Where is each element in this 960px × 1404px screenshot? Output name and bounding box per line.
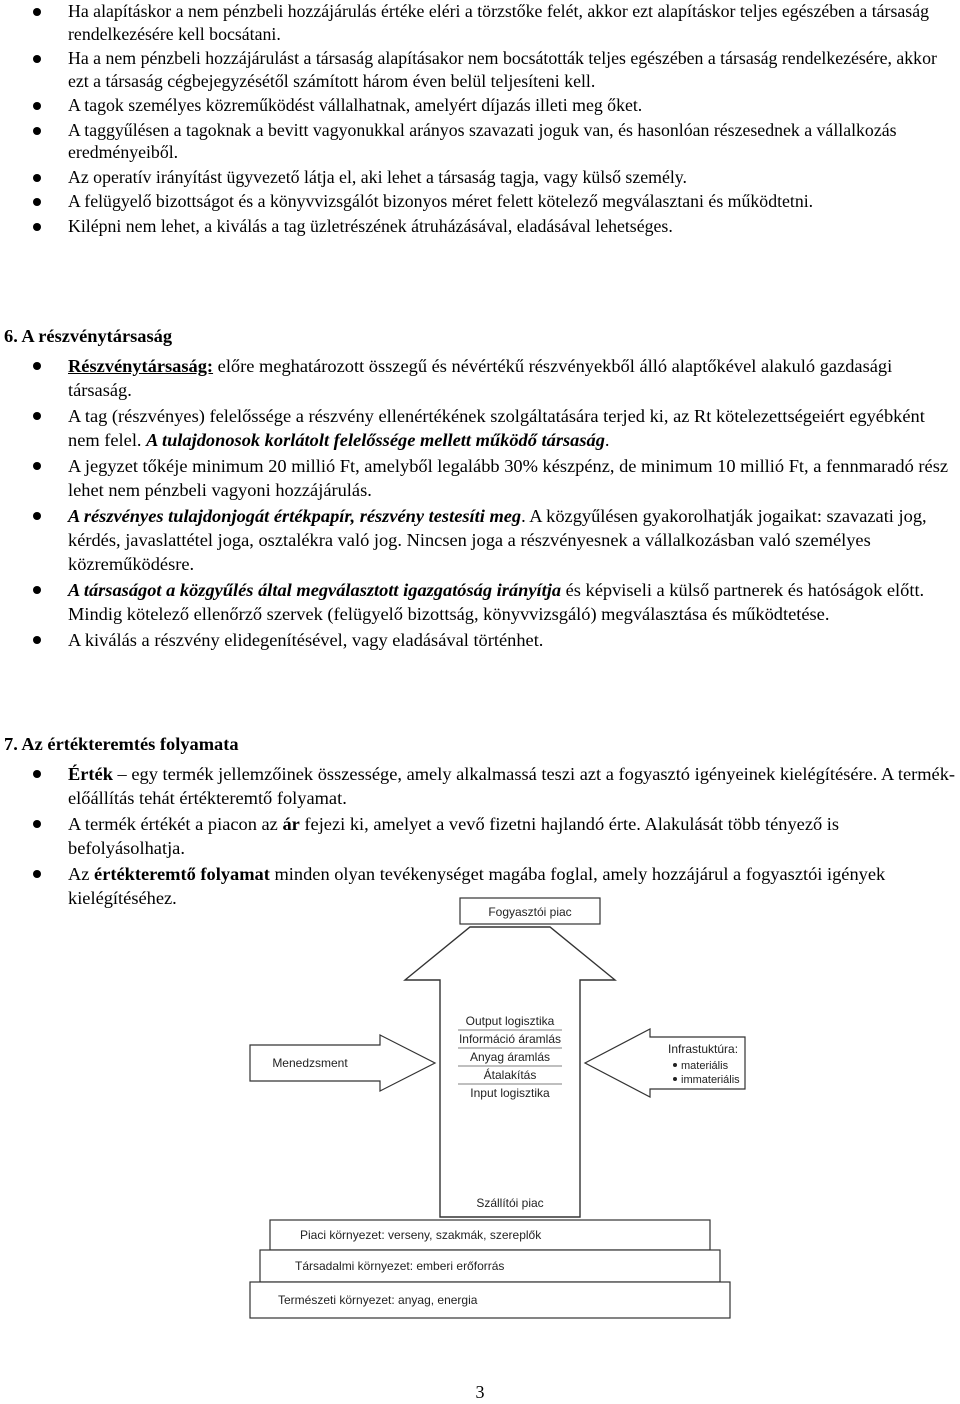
bullet-icon <box>33 102 41 110</box>
list-item: A taggyűlésen a tagoknak a bevitt vagyonukkal arányos szavazati joguk van, és hasonlóan részesednek a vállalkozás eredményeiből. <box>0 119 960 164</box>
process-row: Anyag áramlás <box>469 1050 551 1064</box>
list-item: Az operatív irányítást ügyvezető látja el, aki lehet a társaság tagja, vagy külső személy. <box>0 166 960 189</box>
bullet-icon <box>33 127 41 135</box>
bullet-icon <box>33 462 41 470</box>
bullet-icon <box>33 820 41 828</box>
infrastructure-item: materiális <box>681 1060 729 1072</box>
bullet-list <box>0 762 960 910</box>
term: Részvénytársaság: <box>68 356 214 376</box>
section-reszvenytarsasag <box>0 310 960 654</box>
bullet-icon <box>33 636 41 644</box>
emphasis: A részvényes tulajdonjogát értékpapír, részvény testesíti meg <box>68 506 522 526</box>
bullet-icon <box>33 412 41 420</box>
section-ertekteremtes <box>0 718 960 912</box>
list-item: Ha a nem pénzbeli hozzájárulást a társaság alapításakor nem bocsátották teljes egészében a társaság rendelkezésére, akkor ezt a társaság cégbejegyzésétől számított három éven belül teljesíteni kell. <box>0 47 960 92</box>
list-item: A felügyelő bizottságot és a könyvvizsgálót bizonyos méret felett kötelező megválasztani és működtetni. <box>0 190 960 213</box>
section-kft-list <box>0 0 960 239</box>
infrastructure-title: Infrastuktúra: <box>668 1042 739 1056</box>
list-item: Érték – egy termék jellemzőinek összessége, amely alkalmassá teszi azt a fogyasztó igényeinek kielégítésére. A termék-előállítás tehát értékteremtő folyamat. <box>0 762 960 810</box>
section-heading: 6. A részvénytársaság <box>4 326 173 346</box>
bullet-icon <box>33 55 41 63</box>
bullet-icon <box>33 174 41 182</box>
emphasis: A tulajdonosok korlátolt felelőssége mellett működő társaság <box>146 430 605 450</box>
term: Érték <box>68 764 113 784</box>
supplier-market-label: Szállítói piac <box>476 1196 544 1210</box>
list-item: A tag (részvényes) felelőssége a részvény ellenértékének szolgáltatására terjed ki, az Rt kötelezettségeiért egyébként nem felel. A tulajdonosok korlátolt felelőssége mellett működő társaság. <box>0 404 960 452</box>
management-label: Menedzsment <box>272 1056 348 1070</box>
process-row: Output logisztika <box>465 1014 555 1028</box>
bullet-list <box>0 0 960 237</box>
bullet-icon <box>33 198 41 206</box>
term: értékteremtő folyamat <box>94 864 270 884</box>
process-row: Átalakítás <box>483 1068 537 1082</box>
process-row: Input logisztika <box>470 1086 550 1100</box>
list-item: Ha alapításkor a nem pénzbeli hozzájárulás értéke eléri a törzstőke felét, akkor ezt alapításkor teljes egészében a társaság rendelkezésére kell bocsátani. <box>0 0 960 45</box>
list-item: Kilépni nem lehet, a kiválás a tag üzletrészének átruházásával, eladásával lehetséges. <box>0 215 960 238</box>
bullet-icon <box>33 586 41 594</box>
bullet-icon <box>673 1063 677 1067</box>
infrastructure-item: immateriális <box>681 1074 740 1086</box>
list-item: A tagok személyes közreműködést vállalhatnak, amelyért díjazás illeti meg őket. <box>0 94 960 117</box>
bullet-icon <box>33 8 41 16</box>
consumer-market-label: Fogyasztói piac <box>488 905 572 919</box>
page-number: 3 <box>475 1382 485 1402</box>
environment-layer-label: Természeti környezet: anyag, energia <box>278 1293 478 1307</box>
value-chain-diagram <box>230 895 760 1330</box>
process-row: Információ áramlás <box>458 1032 562 1046</box>
bullet-icon <box>33 870 41 878</box>
section-heading: 7. Az értékteremtés folyamata <box>4 734 239 754</box>
list-item: A társaságot a közgyűlés által megválasztott igazgatóság irányítja és képviseli a külső partnerek és hatóságok előtt. Mindig kötelező ellenőrző szervek (felügyelő bizottság, könyvvizsgáló) megválasztása és működtetése. <box>0 578 960 626</box>
emphasis: A társaságot a közgyűlés által megválasztott igazgatóság irányítja <box>68 580 562 600</box>
bullet-icon <box>33 362 41 370</box>
environment-layer-label: Piaci környezet: verseny, szakmák, szereplők <box>300 1228 542 1242</box>
list-item: Részvénytársaság: előre meghatározott összegű és névértékű részvényekből álló alaptőkével alakuló gazdasági társaság. <box>0 354 960 402</box>
bullet-icon <box>33 770 41 778</box>
list-item: A jegyzet tőkéje minimum 20 millió Ft, amelyből legalább 30% készpénz, de minimum 10 millió Ft, a fennmaradó rész lehet nem pénzbeli vagyoni hozzájárulás. <box>0 454 960 502</box>
term: ár <box>282 814 300 834</box>
list-item: A kiválás a részvény elidegenítésével, vagy eladásával történhet. <box>0 628 960 652</box>
bullet-list <box>0 354 960 652</box>
bullet-icon <box>673 1077 677 1081</box>
bullet-icon <box>33 512 41 520</box>
list-item: A termék értékét a piacon az ár fejezi ki, amelyet a vevő fizetni hajlandó érte. Alakulását több tényező is befolyásolhatja. <box>0 812 960 860</box>
bullet-icon <box>33 223 41 231</box>
list-item: A részvényes tulajdonjogát értékpapír, részvény testesíti meg. A közgyűlésen gyakorolhatják jogaikat: szavazati jog, kérdés, javaslattétel joga, osztalékra való jog. Nincsen joga a részvényesnek a vállalkozásban való személyes közreműködésre. <box>0 504 960 576</box>
list-item: Az értékteremtő folyamat minden olyan tevékenységet magába foglal, amely hozzájárul a fogyasztói igények kielégítéséhez. <box>0 862 960 910</box>
environment-layer-label: Társadalmi környezet: emberi erőforrás <box>295 1259 505 1273</box>
